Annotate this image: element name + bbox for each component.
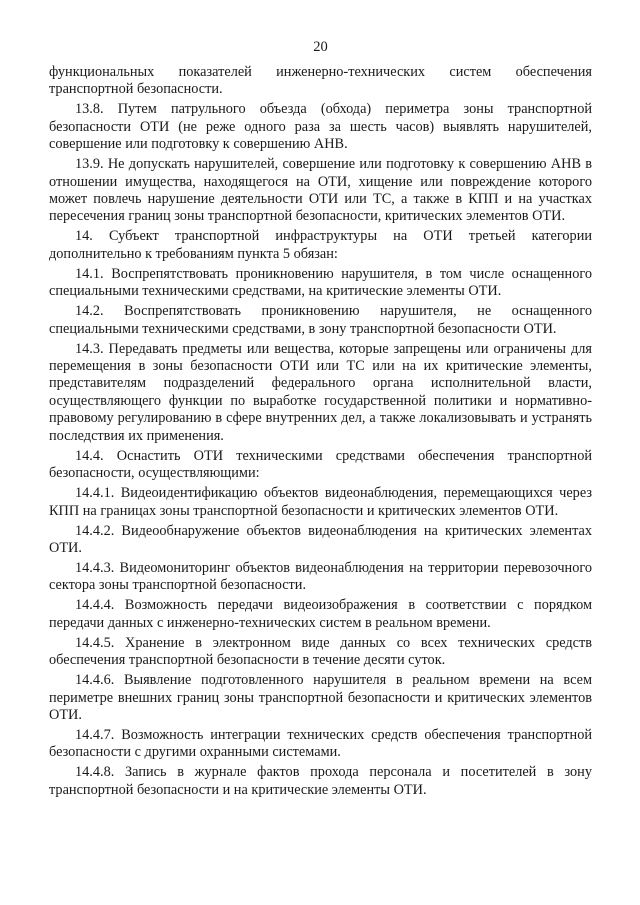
paragraph-14-4-3: 14.4.3. Видеомониторинг объектов видеонаблюдения на территории перевозочного сектора зоны транспортной безопасности. — [49, 559, 592, 594]
paragraph-14-3: 14.3. Передавать предметы или вещества, которые запрещены или ограничены для перемещения в зоны безопасности ОТИ или ТС или на их критические элементы, представителям подразделений федерального органа исполнительной власти, осуществляющего функции по выработке государственной политики и нормативно-правовому регулированию в сфере внутренних дел, а также локализовывать и устранять последствия их применения. — [49, 340, 592, 444]
paragraph-14-1: 14.1. Воспрепятствовать проникновению нарушителя, в том числе оснащенного специальными техническими средствами, на критические элементы ОТИ. — [49, 265, 592, 300]
paragraph-14-4: 14.4. Оснастить ОТИ техническими средствами обеспечения транспортной безопасности, осуществляющими: — [49, 447, 592, 482]
paragraph-14-4-1: 14.4.1. Видеоидентификацию объектов видеонаблюдения, перемещающихся через КПП на границах зоны транспортной безопасности и критических элементов ОТИ. — [49, 485, 592, 519]
paragraph-continuation: функциональных показателей инженерно-технических систем обеспечения транспортной безопасности. — [49, 64, 592, 98]
page-number: 20 — [313, 39, 328, 55]
paragraph-14-4-5: 14.4.5. Хранение в электронном виде данных со всех технических средств обеспечения транспортной безопасности в течение десяти суток. — [49, 634, 592, 669]
paragraph-13-8: 13.8. Путем патрульного объезда (обхода) периметра зоны транспортной безопасности ОТИ (не реже одного раза за шесть часов) выявлять нарушителей, совершение или подготовку к совершению АНВ. — [49, 101, 592, 153]
paragraph-14-4-2: 14.4.2. Видеообнаружение объектов видеонаблюдения на критических элементах ОТИ. — [49, 522, 592, 556]
paragraph-14-2: 14.2. Воспрепятствовать проникновению нарушителя, не оснащенного специальными техническими средствами, в зону транспортной безопасности ОТИ. — [49, 303, 592, 337]
paragraph-13-9: 13.9. Не допускать нарушителей, совершение или подготовку к совершению АНВ в отношении имущества, находящегося на ОТИ, хищение или повреждение которого может повлечь нарушение деятельности ОТИ или ТС, а также в КПП и на участках пересечения границ зоны транспортной безопасности, критических элементов ОТИ. — [49, 156, 592, 225]
paragraph-14-4-8: 14.4.8. Запись в журнале фактов прохода персонала и посетителей в зону транспортной безопасности и на критические элементы ОТИ. — [49, 764, 592, 798]
paragraph-14: 14. Субъект транспортной инфраструктуры на ОТИ третьей категории дополнительно к требованиям пункта 5 обязан: — [49, 228, 592, 262]
paragraph-14-4-6: 14.4.6. Выявление подготовленного нарушителя в реальном времени на всем периметре внешних границ зоны транспортной безопасности и критических элементов ОТИ. — [49, 672, 592, 723]
paragraph-14-4-4: 14.4.4. Возможность передачи видеоизображения в соответствии с порядком передачи данных с инженерно-технических систем в реальном времени. — [49, 597, 592, 631]
paragraph-14-4-7: 14.4.7. Возможность интеграции технических средств обеспечения транспортной безопасности с другими охранными системами. — [49, 726, 592, 761]
